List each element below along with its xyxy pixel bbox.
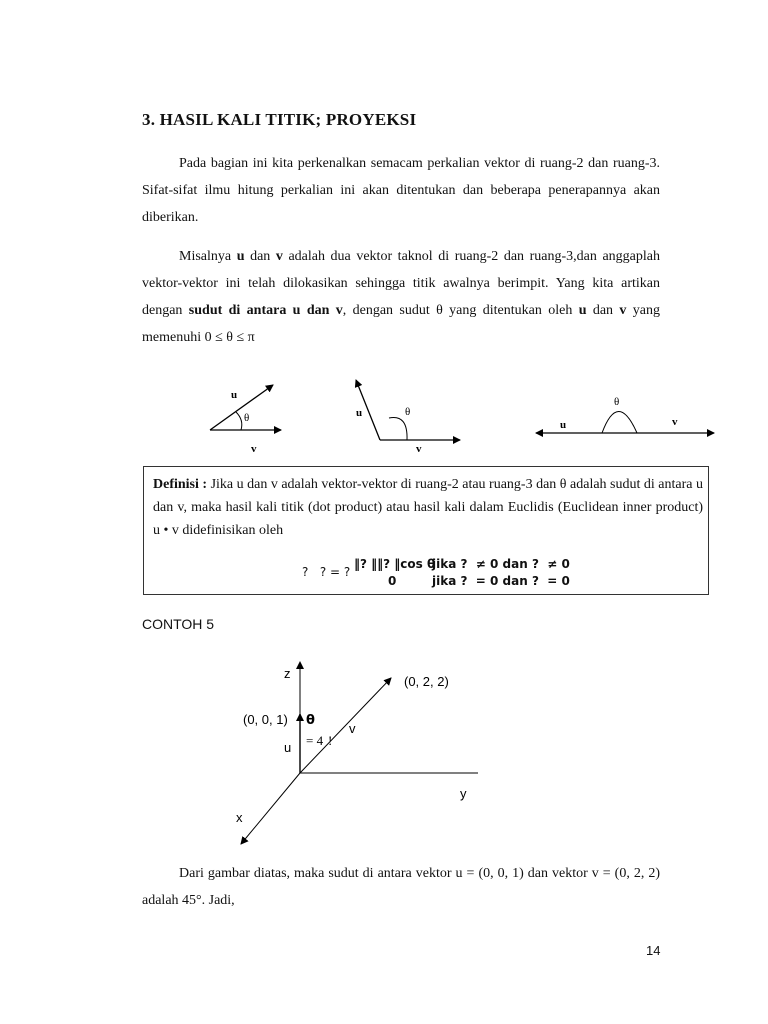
text-run: dan <box>586 303 620 318</box>
section-title: 3. HASIL KALI TITIK; PROYEKSI <box>142 110 417 129</box>
text-run: Misalnya <box>179 249 237 264</box>
x-axis <box>241 773 300 844</box>
coordinate-diagram <box>0 650 768 850</box>
vector-u-label: u <box>284 740 292 755</box>
label-v: v <box>416 443 422 455</box>
figure-straight-angle <box>536 396 714 433</box>
formula-condition-bottom: jika ? = 0 dan ? = 0 <box>432 574 570 588</box>
bold-phrase: sudut di antara u dan v <box>188 303 343 318</box>
intro-paragraph: Pada bagian ini kita perkenalkan semacam perkalian vektor di ruang-2 dan ruang-3. Sifat-sifat ilmu hitung perkalian ini akan ditentukan dan beberapa penerapannya akan diberikan. <box>142 156 660 225</box>
text-run: adalah dua vektor taknol di ruang-2 dan ruang-3,dan anggaplah vektor-vektor ini telah dilokasikan sehingga titik awalnya berimpit. Yang kita artikan dengan <box>142 249 660 318</box>
definition-body: Jika u dan v adalah vektor-vektor di ruang-2 atau ruang-3 dan θ adalah sudut di antara u dan v, maka hasil kali titik (dot product) atau hasil kali dalam Euclidis (Euclidean inner product) u • v didefinisikan oleh <box>153 477 703 538</box>
definition-text <box>153 473 703 542</box>
formula-condition-top: jika ? ≠ 0 dan ? ≠ 0 <box>432 557 570 571</box>
label-theta: θ <box>405 406 411 418</box>
angle-figures <box>0 370 768 460</box>
x-axis-label: x <box>236 810 243 825</box>
label-u: u <box>356 407 363 419</box>
angle-theta-label: θ <box>306 713 315 728</box>
vector-v-bold: v <box>275 249 283 264</box>
y-axis-label: y <box>460 786 467 801</box>
figure-acute-angle <box>210 385 281 455</box>
text-run: dan <box>244 249 276 264</box>
point-v-label: (0, 2, 2) <box>404 674 449 689</box>
z-axis-label: z <box>284 666 291 681</box>
angle-arc <box>389 417 407 440</box>
label-v: v <box>251 443 257 455</box>
label-theta: θ <box>244 412 250 424</box>
formula-case-top: ‖? ‖‖? ‖cos θ <box>354 557 436 571</box>
point-u-label: (0, 0, 1) <box>243 712 288 727</box>
example-label: CONTOH 5 <box>142 616 215 632</box>
vector-u-bold: u <box>578 303 587 318</box>
formula-lhs: ? ? = ? <box>302 565 351 579</box>
vector-u-bold: u <box>236 249 245 264</box>
figure-obtuse-angle <box>356 380 460 455</box>
page-number: 14 <box>646 943 661 958</box>
formula-case-bottom: 0 <box>388 574 397 588</box>
angle-arc <box>602 412 637 434</box>
vector-v-label: v <box>349 721 356 736</box>
text-run: yang memenuhi 0 ≤ θ ≤ π <box>142 303 660 345</box>
angle-arc <box>236 412 242 430</box>
conclusion-paragraph: Dari gambar diatas, maka sudut di antara vektor u = (0, 0, 1) dan vektor v = (0, 2, 2) adalah 45°. Jadi, <box>142 866 660 908</box>
text-run: , dengan sudut θ yang ditentukan oleh <box>342 303 579 318</box>
label-v: v <box>672 416 678 428</box>
label-u: u <box>231 389 238 401</box>
angle-value-label: = 4 <box>306 733 324 748</box>
angle-paragraph <box>142 243 660 351</box>
definition-box <box>143 466 709 595</box>
definition-label: Definisi : <box>153 477 208 492</box>
label-theta: θ <box>614 396 620 408</box>
angle-value-suffix: ! <box>328 733 333 748</box>
vector-v-bold: v <box>619 303 627 318</box>
label-u: u <box>560 419 567 431</box>
